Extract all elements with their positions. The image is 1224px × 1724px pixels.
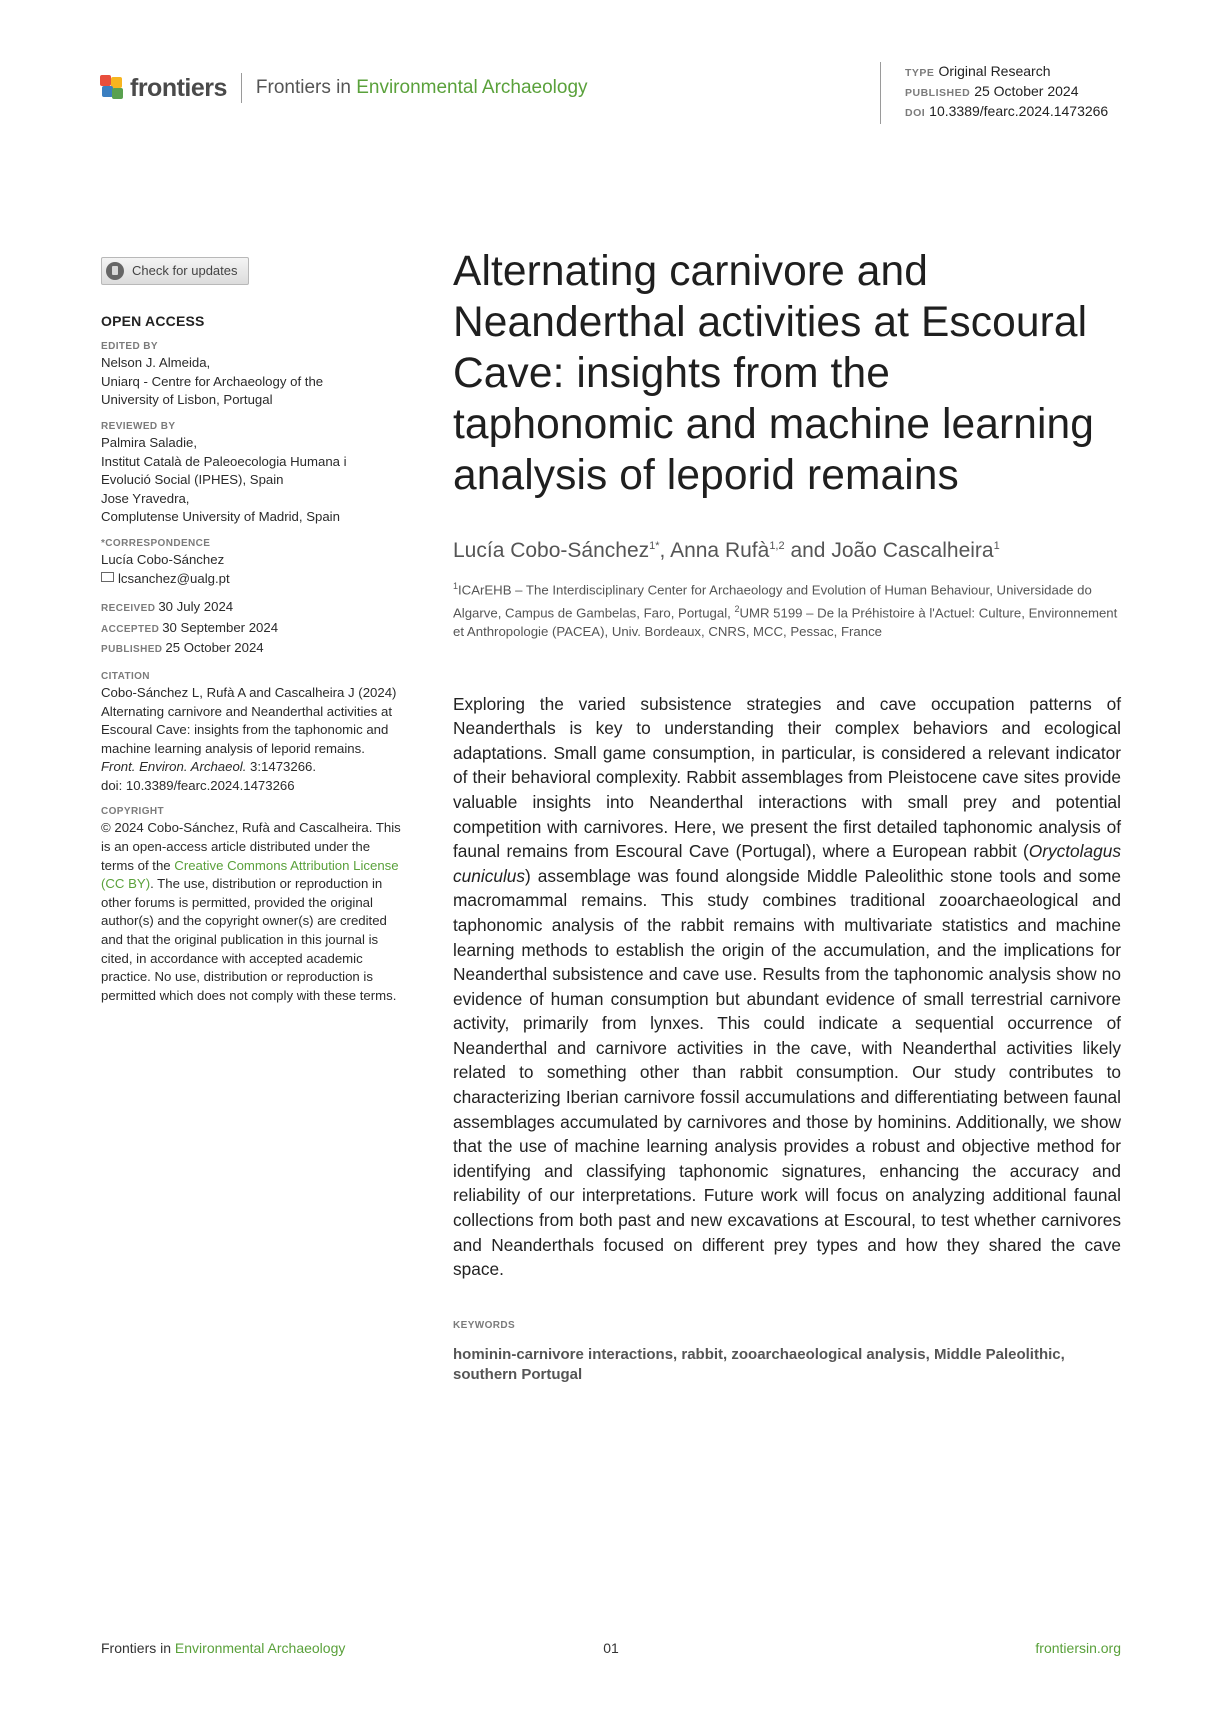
cc-license-link[interactable]: Creative Commons Attribution License (CC BY) [101, 857, 399, 892]
meta-type: TYPE Original Research [905, 63, 1051, 79]
received-date: RECEIVED 30 July 2024 [101, 599, 234, 615]
article-main [453, 246, 1121, 1385]
reviewed-by-section: REVIEWED BY Palmira Saladie, Institut Català de Paleoecologia Humana i Evolució Social (IPHES), Spain Jose Yravedra, Complutense University of Madrid, Spain [101, 420, 347, 525]
correspondence-section: *CORRESPONDENCE Lucía Cobo-Sánchez lcsanchez@ualg.pt [101, 537, 401, 588]
article-title: Alternating carnivore and Neanderthal activities at Escoural Cave: insights from the taphonomic and machine learning analysis of leporid remains [453, 248, 1095, 499]
accepted-date: ACCEPTED 30 September 2024 [101, 619, 279, 635]
author-2: Anna Rufà [670, 539, 770, 562]
citation-section: CITATION Cobo-Sánchez L, Rufà A and Cascalheira J (2024) Alternating carnivore and Neanderthal activities at Escoural Cave: insights from the taphonomic and machine learning analysis of leporid remains. Front. Environ. Archaeol. 3:1473266. doi: 10.3389/fearc.2024.1473266 [101, 670, 401, 796]
published-date: PUBLISHED 25 October 2024 [101, 640, 264, 656]
footer-journal: Frontiers in Environmental Archaeology [101, 1640, 346, 1656]
page-number: 01 [603, 1640, 619, 1656]
author-3: João Cascalheira [831, 539, 994, 562]
journal-prefix: Frontiers in [255, 77, 351, 98]
journal-name: Environmental Archaeology [356, 77, 588, 98]
meta-published: PUBLISHED 25 October 2024 [905, 83, 1079, 99]
copyright-text: © 2024 Cobo-Sánchez, Rufà and Cascalheira. This is an open-access article distributed under the terms of the Creative Commons Attribution License (CC BY). The use, distribution or reproduction in other forums is permitted, provided the original author(s) and the copyright owner(s) are credited and that the original publication in this journal is cited, in accordance with accepted academic practice. No use, distribution or reproduction is permitted which does not comply with these terms. [101, 820, 401, 1003]
page-footer [101, 1640, 1121, 1660]
affiliations: $^1$ICArEHB – The Interdisciplinary Center for Archaeology and Evolution of Human Behaviour, Universidade do Algarve, Campus de Gambelas, Faro, Portugal, $^2$UMR 5199 – De la Préhistoire à l'Actuel: Culture, Environnement et Anthropologie (PACEA), Univ. Bordeaux, CNRS, MCC, Pessac, France [453, 581, 1118, 639]
author-list: Lucía Cobo-Sánchez$^{1*}$, Anna Rufà$^{1,2}$ and João Cascalheira$^1$ [453, 539, 1000, 562]
article-meta [880, 62, 1108, 124]
citation-doi: doi: 10.3389/fearc.2024.1473266 [101, 777, 295, 793]
footer-site-link[interactable]: frontiersin.org [1035, 1640, 1121, 1656]
open-access-label: OPEN ACCESS [101, 312, 205, 329]
frontiers-logo-icon [100, 73, 124, 103]
copyright-section: COPYRIGHT © 2024 Cobo-Sánchez, Rufà and Cascalheira. This is an open-access article distributed under the terms of the Creative Commons Attribution License (CC BY). The use, distribution or reproduction in other forums is permitted, provided the original author(s) and the copyright owner(s) are credited and that the original publication in this journal is cited, in accordance with accepted academic practice. No use, distribution or reproduction is permitted which does not comply with these terms. [101, 805, 401, 1005]
journal-header [100, 68, 588, 108]
citation-text: Cobo-Sánchez L, Rufà A and Cascalheira J (2024) Alternating carnivore and Neanderthal activities at Escoural Cave: insights from the taphonomic and machine learning analysis of leporid remains. [101, 684, 397, 756]
keywords-label: KEYWORDS [453, 1319, 516, 1331]
check-updates-icon [106, 262, 124, 280]
dates-section [101, 598, 401, 660]
article-sidebar [101, 257, 401, 1005]
meta-doi: DOI 10.3389/fearc.2024.1473266 [905, 103, 1109, 119]
correspondence-email[interactable]: lcsanchez@ualg.pt [101, 570, 401, 589]
abstract: Exploring the varied subsistence strategies and cave occupation patterns of Neanderthals is key to understanding their complex behaviors and ecological adaptations. Small game consumption, in particular, is considered a relevant indicator of their behavioral complexity. Rabbit assemblages from Pleistocene cave sites provide valuable insights into Neanderthal interactions with small prey and potential competition with carnivores. Here, we present the first detailed taphonomic analysis of faunal remains from Escoural Cave (Portugal), where a European rabbit (Oryctolagus cuniculus) assemblage was found alongside Middle Paleolithic stone tools and some macromammal remains. This study combines traditional zooarchaeological and taphonomic analysis of the rabbit remains with multivariate statistics and machine learning methods to establish the origin of the accumulation, and the implications for Neanderthal subsistence and cave use. Results from the taphonomic analysis show no evidence of human consumption but abundant evidence of small terrestrial carnivore activity, primarily from lynxes. This could indicate a sequential occurrence of Neanderthal and carnivore activities in the cave, with Neanderthal activities likely related to something other than rabbit consumption. Our study contributes to characterizing Iberian carnivore fossil accumulations and differentiating between faunal assemblages accumulated by carnivores and those by hominins. Additionally, we show that the use of machine learning analysis provides a robust and objective method for identifying and classifying taphonomic signatures, enhancing the accuracy and reliability of our interpretations. Future work will focus on analyzing additional faunal collections from both past and new excavations at Escoural, to test whether carnivores and Neanderthals focused on different prey types and how they shared the cave space. [453, 693, 1121, 1280]
species-name: Oryctolagus cuniculus [453, 841, 1121, 886]
keywords: hominin-carnivore interactions, rabbit, zooarchaeological analysis, Middle Paleolithic, southern Portugal [453, 1345, 1065, 1383]
author-1: Lucía Cobo-Sánchez [453, 539, 650, 562]
edited-by-section: EDITED BY Nelson J. Almeida, Uniarq - Centre for Archaeology of the University of Lisbon, Portugal [101, 341, 324, 408]
brand-name: frontiers [130, 73, 227, 102]
check-updates-label: Check for updates [132, 262, 238, 278]
citation-journal: Front. Environ. Archaeol. 3:1473266. [101, 759, 317, 775]
envelope-icon [101, 572, 114, 582]
correspondence-name: Lucía Cobo-Sánchez [101, 551, 225, 567]
journal-title [256, 77, 588, 99]
header-divider [241, 73, 242, 103]
check-updates-button[interactable] [101, 257, 249, 285]
